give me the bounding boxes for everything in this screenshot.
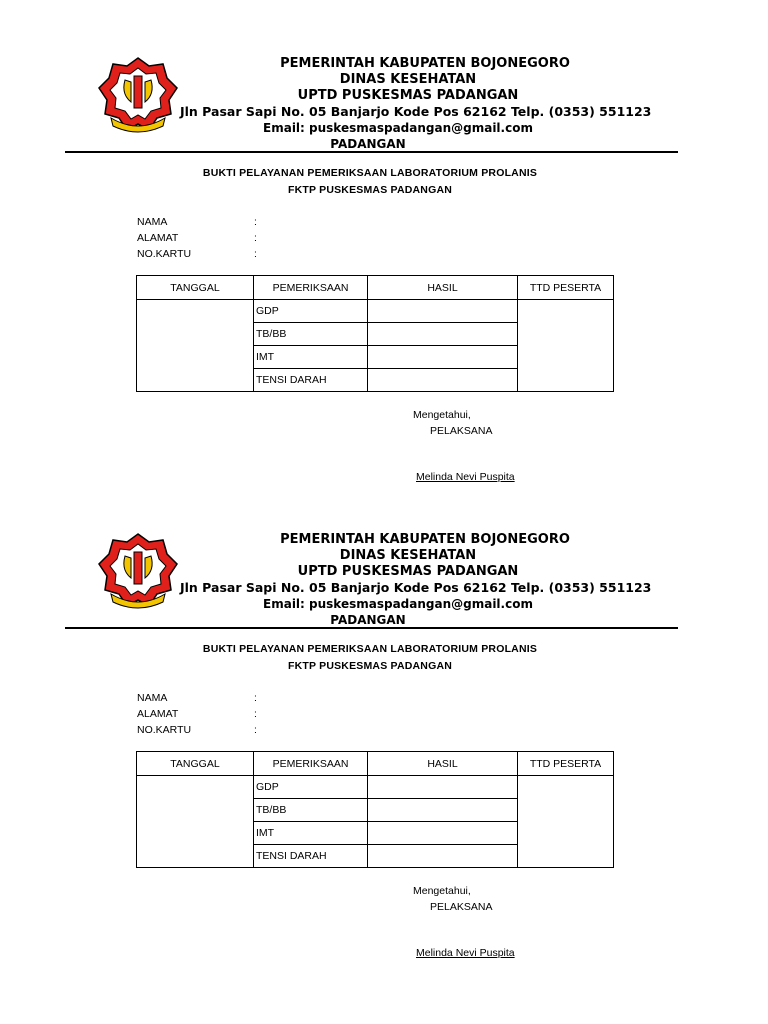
form-title: BUKTI PELAYANAN PEMERIKSAAN LABORATORIUM PROLANIS	[202, 643, 538, 655]
exam-item: TB/BB	[254, 799, 368, 822]
col-pemeriksaan: PEMERIKSAAN	[254, 276, 368, 300]
kop-line-2: DINAS KESEHATAN	[339, 72, 477, 87]
field-alamat	[137, 230, 257, 246]
kop-line-3: UPTD PUSKESMAS PADANGAN	[297, 564, 519, 579]
pelaksana-label: PELAKSANA	[430, 425, 493, 437]
kop-city: PADANGAN	[330, 137, 406, 151]
ttd-cell	[518, 300, 614, 392]
hasil-cell	[368, 776, 518, 799]
field-separator: :	[254, 692, 257, 704]
form-title: BUKTI PELAYANAN PEMERIKSAAN LABORATORIUM PROLANIS	[202, 167, 538, 179]
exam-item: IMT	[254, 346, 368, 369]
header-divider	[65, 627, 678, 629]
col-ttd-peserta: TTD PESERTA	[518, 276, 614, 300]
field-no-kartu	[137, 246, 257, 262]
field-label: NAMA	[137, 216, 168, 228]
kop-city: PADANGAN	[330, 613, 406, 627]
lab-results-table	[136, 751, 614, 868]
col-tanggal: TANGGAL	[137, 276, 254, 300]
field-nama	[137, 690, 257, 706]
hasil-cell	[368, 323, 518, 346]
field-no-kartu	[137, 722, 257, 738]
mengetahui-label: Mengetahui,	[413, 409, 471, 421]
kop-address: Jln Pasar Sapi No. 05 Banjarjo Kode Pos 62162 Telp. (0353) 551123	[180, 580, 652, 595]
exam-item: IMT	[254, 822, 368, 845]
hasil-cell	[368, 346, 518, 369]
table-row	[137, 776, 614, 799]
form-slip-2	[0, 476, 768, 959]
field-label: ALAMAT	[137, 232, 179, 244]
kop-address: Jln Pasar Sapi No. 05 Banjarjo Kode Pos 62162 Telp. (0353) 551123	[180, 104, 652, 119]
form-slip-1	[0, 0, 768, 483]
kop-line-2: DINAS KESEHATAN	[339, 548, 477, 563]
table-row	[137, 300, 614, 323]
signatory-name: Melinda Nevi Puspita	[416, 947, 515, 959]
mengetahui-label: Mengetahui,	[413, 885, 471, 897]
bojonegoro-emblem-icon	[97, 532, 179, 612]
hasil-cell	[368, 799, 518, 822]
hasil-cell	[368, 369, 518, 392]
col-pemeriksaan: PEMERIKSAAN	[254, 752, 368, 776]
exam-item: TB/BB	[254, 323, 368, 346]
field-label: NAMA	[137, 692, 168, 704]
field-label: NO.KARTU	[137, 248, 192, 260]
table-header-row	[137, 752, 614, 776]
kop-line-1: PEMERINTAH KABUPATEN BOJONEGORO	[280, 56, 570, 71]
bojonegoro-emblem-icon	[97, 56, 179, 136]
kop-email: Email: puskesmaspadangan@gmail.com	[263, 597, 533, 611]
kop-line-3: UPTD PUSKESMAS PADANGAN	[297, 88, 519, 103]
form-subtitle: FKTP PUSKESMAS PADANGAN	[287, 660, 453, 672]
kop-email: Email: puskesmaspadangan@gmail.com	[263, 121, 533, 135]
exam-item: TENSI DARAH	[254, 369, 368, 392]
tanggal-cell	[137, 300, 254, 392]
kop-line-1: PEMERINTAH KABUPATEN BOJONEGORO	[280, 532, 570, 547]
col-tanggal: TANGGAL	[137, 752, 254, 776]
header-divider	[65, 151, 678, 153]
field-separator: :	[254, 232, 257, 244]
pelaksana-label: PELAKSANA	[430, 901, 493, 913]
field-nama	[137, 214, 257, 230]
col-ttd-peserta: TTD PESERTA	[518, 752, 614, 776]
field-label: ALAMAT	[137, 708, 179, 720]
field-label: NO.KARTU	[137, 724, 192, 736]
col-hasil: HASIL	[368, 276, 518, 300]
hasil-cell	[368, 822, 518, 845]
form-subtitle: FKTP PUSKESMAS PADANGAN	[287, 184, 453, 196]
exam-item: TENSI DARAH	[254, 845, 368, 868]
lab-results-table	[136, 275, 614, 392]
field-alamat	[137, 706, 257, 722]
exam-item: GDP	[254, 300, 368, 323]
field-separator: :	[254, 248, 257, 260]
signatory-name: Melinda Nevi Puspita	[416, 471, 515, 483]
field-separator: :	[254, 216, 257, 228]
hasil-cell	[368, 845, 518, 868]
col-hasil: HASIL	[368, 752, 518, 776]
tanggal-cell	[137, 776, 254, 868]
ttd-cell	[518, 776, 614, 868]
field-separator: :	[254, 708, 257, 720]
hasil-cell	[368, 300, 518, 323]
field-separator: :	[254, 724, 257, 736]
table-header-row	[137, 276, 614, 300]
exam-item: GDP	[254, 776, 368, 799]
